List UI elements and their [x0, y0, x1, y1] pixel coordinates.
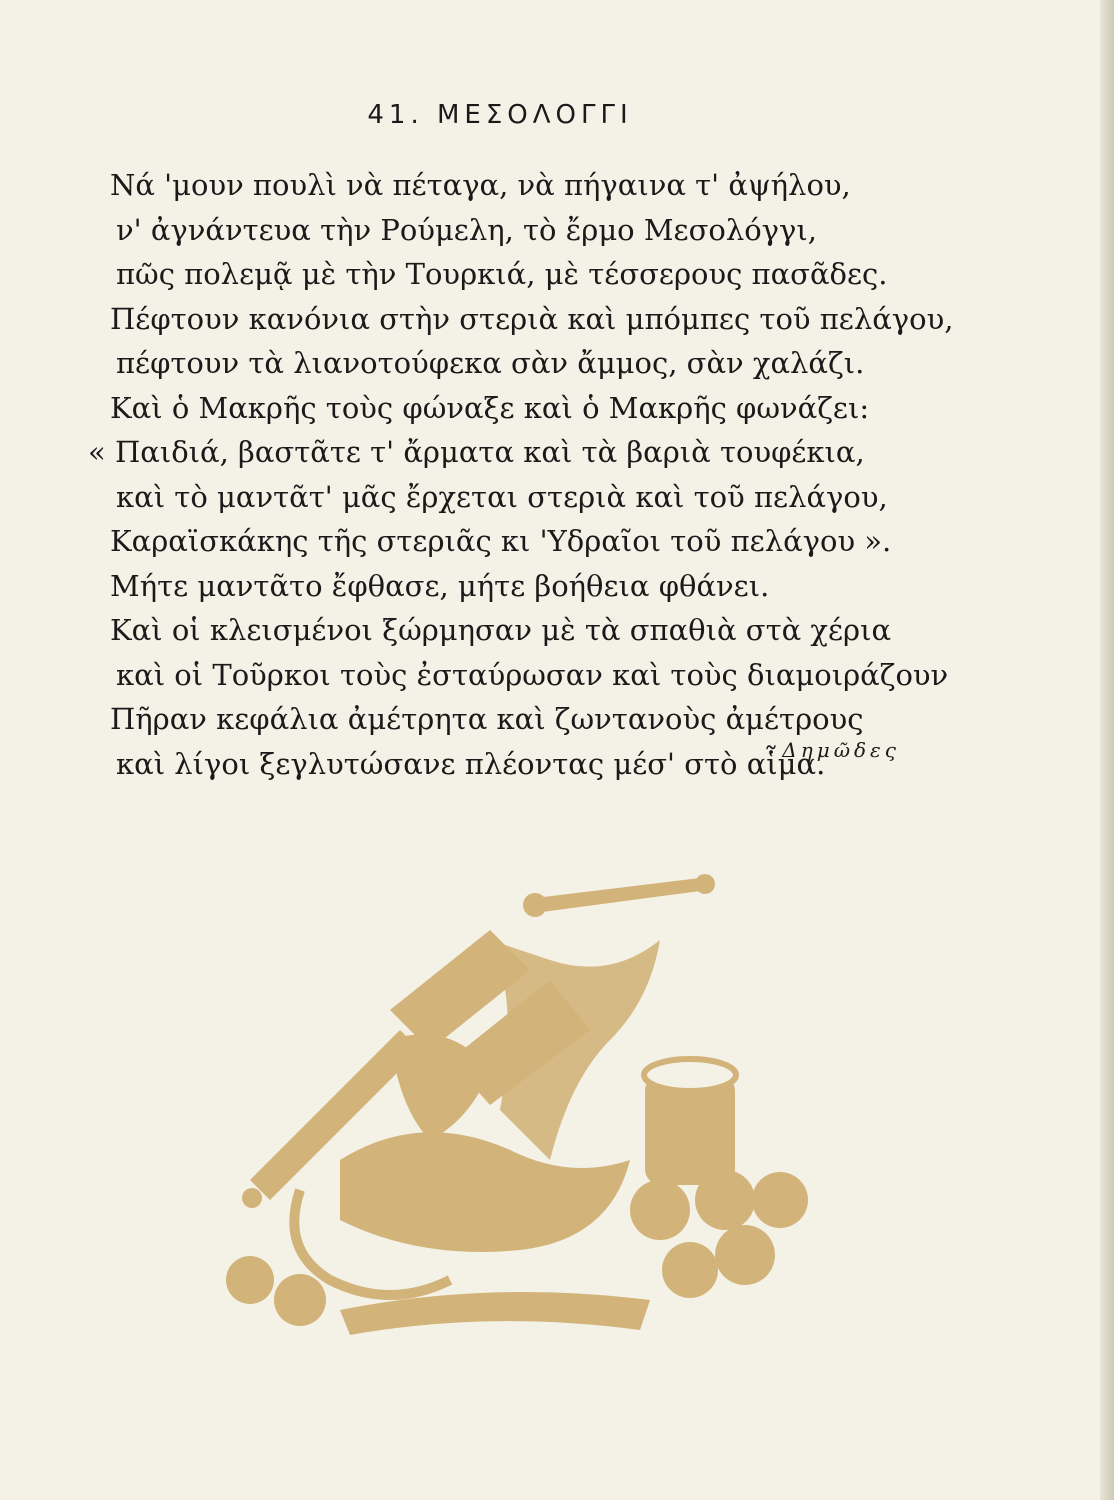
poem-line: πῶς πολεμᾷ μὲ τὴν Τουρκιά, μὲ τέσσερους πασᾶδες. — [116, 257, 888, 291]
vignette-svg — [190, 860, 870, 1340]
poem-line: Νά 'μουν πουλὶ νὰ πέταγα, νὰ πήγαινα τ' ἀψήλου, — [110, 168, 851, 202]
poem-line: καὶ οἱ Τοῦρκοι τοὺς ἐσταύρωσαν καὶ τοὺς διαμοιράζουν — [116, 657, 949, 692]
page-title: 41. ΜΕΣΟΛΟΓΓΙ — [367, 100, 633, 130]
poem-line: « Παιδιά, βαστᾶτε τ' ἄρματα καὶ τὰ βαριὰ τουφέκια, — [88, 435, 865, 469]
poem-line: Καὶ οἱ κλεισμένοι ξώρμησαν μὲ τὰ σπαθιὰ στὰ χέρια — [110, 613, 892, 647]
poem — [88, 163, 954, 786]
page-edge — [1100, 0, 1114, 1500]
poem-line: Πέφτουν κανόνια στὴν στεριὰ καὶ μπόμπες τοῦ πελάγου, — [110, 301, 954, 336]
author-attribution: Δημῶδες — [782, 738, 900, 762]
poem-line: ν' ἀγνάντευα τὴν Ρούμελη, τὸ ἔρμο Μεσολόγγι, — [116, 212, 817, 247]
poem-line: Μήτε μαντᾶτο ἔφθασε, μήτε βοήθεια φθάνει. — [110, 568, 770, 603]
poem-line: καὶ τὸ μαντᾶτ' μᾶς ἔρχεται στεριὰ καὶ τοῦ πελάγου, — [116, 479, 888, 514]
poem-line: Καὶ ὁ Μακρῆς τοὺς φώναξε καὶ ὁ Μακρῆς φωνάζει: — [110, 390, 870, 425]
poem-line: Καραϊσκάκης τῆς στεριᾶς κι 'Υδραῖοι τοῦ πελάγου ». — [110, 524, 892, 558]
poem-line: Πῆραν κεφάλια ἀμέτρητα καὶ ζωντανοὺς ἀμέτρους — [110, 702, 864, 736]
poem-line: καὶ λίγοι ξεγλυτώσανε πλέοντας μέσ' στὸ αἷμα. — [116, 746, 826, 781]
poem-line: πέφτουν τὰ λιανοτούφεκα σὰν ἄμμος, σὰν χαλάζι. — [116, 346, 865, 380]
ship-anchor-telescope-cannonballs-illustration — [190, 860, 870, 1344]
